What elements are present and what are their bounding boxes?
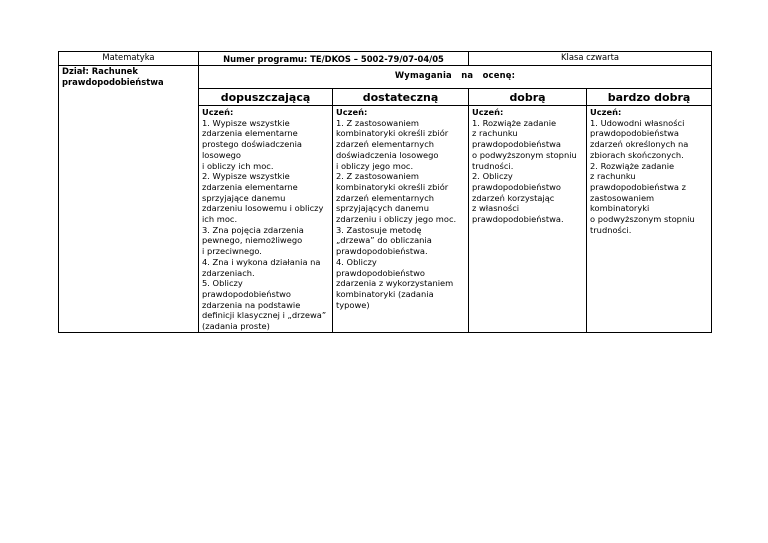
requirement-line: zdarzeń elementarnych xyxy=(336,192,435,203)
program-number-cell xyxy=(199,52,469,66)
requirement-line: i przeciwnego. xyxy=(202,246,262,257)
requirements-column-dopuszczajaca xyxy=(199,106,333,333)
grade-label: dostateczną xyxy=(362,91,439,104)
requirement-line: ich moc. xyxy=(202,214,238,225)
requirement-line: zdarzeń określonych na xyxy=(590,139,689,150)
requirement-line: prawdopodobieństwo xyxy=(472,181,561,192)
requirement-line: i obliczy jego moc. xyxy=(336,160,414,171)
requirement-line: 2. Rozwiąże zadanie xyxy=(590,160,675,171)
requirement-line: prostego doświadczenia xyxy=(202,139,303,150)
grade-header-dopuszczajaca xyxy=(199,89,333,106)
requirement-line: zdarzeń elementarnych xyxy=(336,139,435,150)
requirement-line: zdarzeń korzystając xyxy=(472,192,555,203)
requirement-line: zbiorach skończonych. xyxy=(590,149,684,160)
requirement-line: zdarzeniu i obliczy jego moc. xyxy=(336,214,457,225)
requirement-line: 5. Obliczy xyxy=(202,278,243,289)
requirement-line: 2. Wypisze wszystkie xyxy=(202,171,290,182)
requirement-line: losowego xyxy=(202,149,242,160)
requirement-line: 1. Udowodni własności xyxy=(590,117,685,128)
grade-label: dobrą xyxy=(509,91,546,104)
requirement-line: kombinatoryki xyxy=(590,203,650,214)
requirement-line: prawdopodobieństwa z xyxy=(590,181,686,192)
requirement-line: doświadczenia losowego xyxy=(336,149,439,160)
requirement-line: prawdopodobieństwo xyxy=(202,288,291,299)
requirement-line: zdarzenia elementarne xyxy=(202,128,298,139)
grade-label: bardzo dobrą xyxy=(607,91,691,104)
requirement-line: trudności. xyxy=(590,224,632,235)
class-label: Klasa czwarta xyxy=(561,52,619,62)
requirement-line: „drzewa” do obliczania xyxy=(336,235,432,246)
requirement-line: 4. Zna i wykona działania na xyxy=(202,256,321,267)
requirement-line: o podwyższonym stopniu xyxy=(590,214,695,225)
section-cell xyxy=(59,66,199,333)
requirements-heading: Wymagania na ocenę: xyxy=(394,70,516,80)
requirements-column-dostateczna xyxy=(333,106,469,333)
requirement-line: 2. Obliczy xyxy=(472,171,513,182)
requirement-line: z rachunku xyxy=(472,128,518,139)
requirement-line: pewnego, niemożliwego xyxy=(202,235,303,246)
section-label-line-2: prawdopodobieństwa xyxy=(62,77,164,87)
requirement-line: 1. Z zastosowaniem xyxy=(336,117,419,128)
requirement-line: zdarzenia elementarne xyxy=(202,181,298,192)
requirement-line: 3. Zastosuje metodę xyxy=(336,224,422,235)
requirement-line: zdarzeniu losowemu i obliczy xyxy=(202,203,324,214)
requirement-line: prawdopodobieństwa. xyxy=(472,214,564,225)
subject-cell xyxy=(59,52,199,66)
requirements-table xyxy=(58,51,712,333)
grade-header-dobra xyxy=(469,89,587,106)
requirement-line: definicji klasycznej i „drzewa” xyxy=(202,310,327,321)
section-label-line-1: Dział: Rachunek xyxy=(62,66,138,76)
requirement-line: 3. Zna pojęcia zdarzenia xyxy=(202,224,304,235)
requirement-line: 1. Wypisze wszystkie xyxy=(202,117,290,128)
requirement-line: z własności xyxy=(472,203,520,214)
grade-header-bardzo-dobra xyxy=(587,89,712,106)
subject-title: Matematyka xyxy=(102,52,155,62)
requirements-column-dobra xyxy=(469,106,587,333)
requirement-line: prawdopodobieństwa. xyxy=(336,246,428,257)
requirement-line: typowe) xyxy=(336,299,370,310)
student-label: Uczeń: xyxy=(336,107,368,117)
student-label: Uczeń: xyxy=(202,107,234,117)
requirement-line: z rachunku xyxy=(590,171,636,182)
student-label: Uczeń: xyxy=(472,107,504,117)
requirements-column-bardzo-dobra xyxy=(587,106,712,333)
requirements-header-row xyxy=(59,66,712,89)
requirement-line: kombinatoryki określi zbiór xyxy=(336,128,449,139)
grade-header-dostateczna xyxy=(333,89,469,106)
requirement-line: 1. Rozwiąże zadanie xyxy=(472,117,557,128)
class-cell xyxy=(469,52,712,66)
student-label: Uczeń: xyxy=(590,107,622,117)
requirement-line: zdarzenia z wykorzystaniem xyxy=(336,278,454,289)
requirement-line: 2. Z zastosowaniem xyxy=(336,171,419,182)
requirement-line: kombinatoryki (zadania xyxy=(336,288,434,299)
program-number: Numer programu: TE/DKOS – 5002-79/07-04/05 xyxy=(223,54,444,64)
requirement-line: (zadania proste) xyxy=(202,321,270,332)
requirement-line: o podwyższonym stopniu xyxy=(472,149,577,160)
requirement-line: prawdopodobieństwa xyxy=(472,139,561,150)
grade-label: dopuszczającą xyxy=(220,91,311,104)
requirement-line: zastosowaniem xyxy=(590,192,655,203)
requirement-line: prawdopodobieństwo xyxy=(336,267,425,278)
requirement-line: zdarzeniach. xyxy=(202,267,255,278)
requirement-line: trudności. xyxy=(472,160,514,171)
requirement-line: prawdopodobieństwa xyxy=(590,128,679,139)
requirement-line: i obliczy ich moc. xyxy=(202,160,274,171)
requirement-line: zdarzenia na podstawie xyxy=(202,299,301,310)
requirement-line: sprzyjających danemu xyxy=(336,203,430,214)
requirement-line: sprzyjające danemu xyxy=(202,192,286,203)
requirement-line: kombinatoryki określi zbiór xyxy=(336,181,449,192)
requirements-heading-cell xyxy=(199,66,712,89)
title-row xyxy=(59,52,712,66)
requirement-line: 4. Obliczy xyxy=(336,256,377,267)
